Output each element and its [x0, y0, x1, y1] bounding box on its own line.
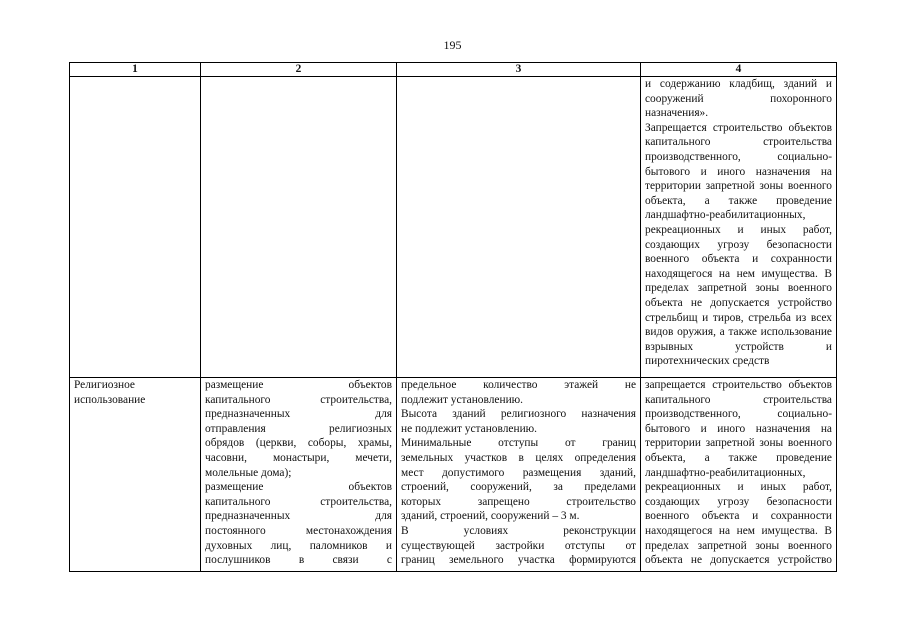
- row2-col2: [201, 378, 397, 572]
- cell-line: территории запретной зоны военного: [645, 180, 832, 193]
- cell-line: границ земельного участка формируются: [401, 554, 636, 567]
- cell-line: размещение объектов: [205, 481, 392, 494]
- cell-line: капитального строительства: [645, 136, 832, 149]
- cell-line: находящегося на нем имущества. В: [645, 267, 832, 280]
- cell-line: производственного, социально-: [645, 408, 832, 421]
- cell-line: не подлежит установлению.: [401, 422, 538, 435]
- cell-line: бытового и иного назначения на: [645, 165, 832, 178]
- cell-line: капитального строительства,: [205, 393, 392, 406]
- row1-col4: [641, 77, 837, 378]
- cell-line: Религиозное: [74, 379, 135, 391]
- cell-line: пиротехнических средств: [645, 355, 770, 368]
- cell-line: предназначенных для: [205, 510, 392, 523]
- cell-line: ландшафтно-реабилитационных,: [645, 209, 806, 222]
- cell-line: и содержанию кладбищ, зданий и: [645, 78, 832, 90]
- cell-line: назначения».: [645, 107, 709, 120]
- header-cell-3: 3: [397, 63, 641, 77]
- cell-line: послушников в связи с: [205, 554, 392, 567]
- cell-line: размещение объектов: [205, 379, 392, 391]
- cell-line: видов оружия, а также использование: [645, 326, 832, 339]
- cell-line: объекта, а также проведение: [645, 194, 832, 207]
- cell-line: территории запретной зоны военного: [645, 437, 832, 450]
- cell-line: зданий, строений, сооружений – 3 м.: [401, 510, 580, 523]
- cell-line: бытового и иного назначения на: [645, 422, 832, 435]
- zoning-table: [69, 62, 837, 572]
- table-row: [70, 378, 837, 572]
- cell-line: находящегося на нем имущества. В: [645, 524, 832, 537]
- header-row: [70, 63, 837, 77]
- row2-col3: [397, 378, 641, 572]
- header-cell-1: 1: [70, 63, 201, 77]
- cell-line: Минимальные отступы от границ: [401, 437, 636, 450]
- cell-line: подлежит установлению.: [401, 393, 524, 406]
- row1-col1: [70, 77, 201, 378]
- header-cell-4: 4: [641, 63, 837, 77]
- page-number: 195: [443, 38, 462, 52]
- cell-line: земельных участков в целях определения: [401, 451, 636, 464]
- cell-line: создающих угрозу безопасности: [645, 495, 832, 508]
- cell-line: объекта, а также проведение: [645, 451, 832, 464]
- cell-line: пределах запретной зоны военного: [645, 282, 832, 295]
- cell-line: предельное количество этажей не: [401, 379, 636, 391]
- cell-line: объекта не допускается устройство: [645, 296, 832, 309]
- cell-line: которых запрещено строительство: [401, 495, 636, 508]
- cell-line: Запрещается строительство объектов: [645, 121, 832, 134]
- cell-line: ландшафтно-реабилитационных,: [645, 466, 806, 479]
- cell-line: часовни, монастыри, мечети,: [205, 451, 392, 464]
- cell-line: использование: [74, 393, 146, 406]
- cell-line: молельные дома);: [205, 466, 292, 479]
- table-row: [70, 77, 837, 378]
- cell-line: обрядов (церкви, соборы, храмы,: [205, 437, 392, 450]
- cell-line: стрельбищ и тиров, стрельба из всех: [645, 311, 832, 324]
- cell-line: предназначенных для: [205, 408, 392, 421]
- cell-line: духовных лиц, паломников и: [205, 539, 392, 552]
- cell-line: мест допустимого размещения зданий,: [401, 466, 636, 479]
- cell-line: военного объекта и сохранности: [645, 510, 832, 523]
- cell-line: сооружений похоронного: [645, 92, 832, 105]
- cell-line: рекреационных и иных работ,: [645, 481, 832, 494]
- cell-line: строений, сооружений, за пределами: [401, 481, 636, 494]
- cell-line: создающих угрозу безопасности: [645, 238, 832, 251]
- row2-col1: [70, 378, 201, 572]
- cell-line: рекреационных и иных работ,: [645, 223, 832, 236]
- cell-line: существующей застройки отступы от: [401, 539, 636, 552]
- cell-line: взрывных устройств и: [645, 340, 832, 353]
- row1-col3: [397, 77, 641, 378]
- cell-line: постоянного местонахождения: [205, 524, 392, 537]
- cell-line: военного объекта и сохранности: [645, 253, 832, 266]
- row1-col2: [201, 77, 397, 378]
- cell-line: производственного, социально-: [645, 150, 832, 163]
- cell-line: пределах запретной зоны военного: [645, 539, 832, 552]
- cell-line: В условиях реконструкции: [401, 524, 636, 537]
- cell-line: капитального строительства,: [205, 495, 392, 508]
- cell-line: объекта не допускается устройство: [645, 554, 832, 567]
- cell-line: Высота зданий религиозного назначения: [401, 408, 636, 421]
- row2-col4: [641, 378, 837, 572]
- header-cell-2: 2: [201, 63, 397, 77]
- cell-line: отправления религиозных: [205, 422, 392, 435]
- cell-line: запрещается строительство объектов: [645, 379, 832, 391]
- cell-line: капитального строительства: [645, 393, 832, 406]
